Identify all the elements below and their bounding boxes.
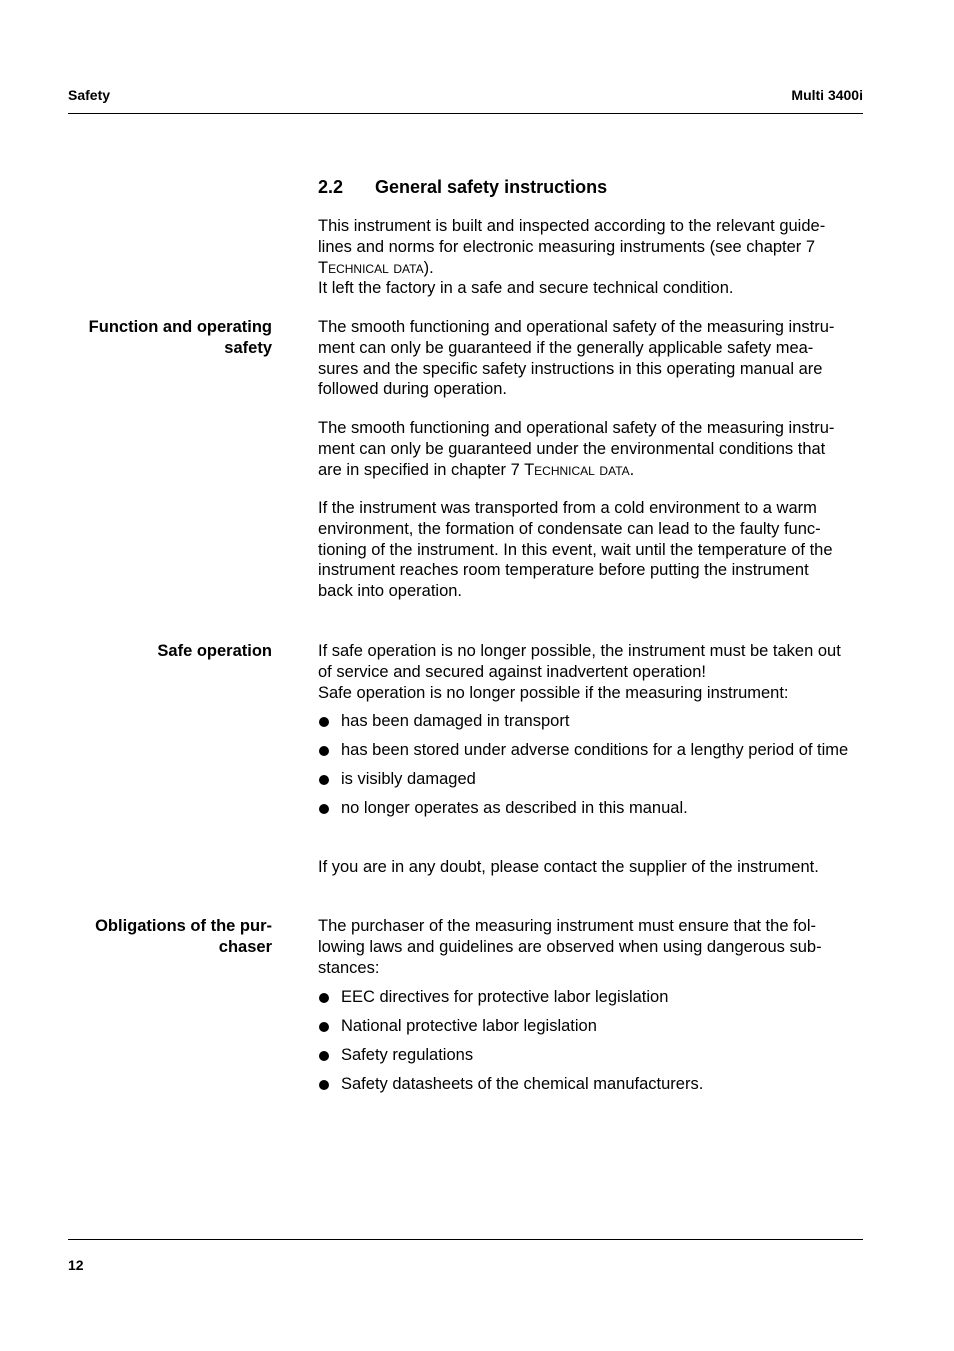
bullet-icon bbox=[319, 1080, 329, 1090]
intro-paragraph bbox=[318, 216, 866, 299]
intro-line: lines and norms for electronic measuring instruments (see chapter 7 bbox=[318, 237, 816, 256]
list-item: EEC directives for protective labor legislation bbox=[318, 987, 866, 1008]
function-safety-paragraph-2: The smooth functioning and operational safety of the measuring instru- ment can only be guaranteed under the environmental conditions that are in specified in chapter 7 Technical data. bbox=[318, 419, 835, 479]
running-header-section: Safety bbox=[68, 87, 111, 103]
bullet-icon bbox=[319, 746, 329, 756]
obligations-intro: The purchaser of the measuring instrument must ensure that the fol- lowing laws and guidelines are observed when using dangerous sub- stances: bbox=[318, 917, 822, 977]
list-item: has been stored under adverse conditions for a lengthy period of time bbox=[318, 740, 866, 761]
section-number: 2.2 bbox=[318, 177, 344, 197]
obligations-bullet-list bbox=[318, 987, 866, 1103]
intro-line: Technical data). bbox=[318, 258, 434, 277]
page-number: 12 bbox=[68, 1257, 84, 1273]
bullet-icon bbox=[319, 775, 329, 785]
side-heading-safe-operation: Safe operation bbox=[157, 642, 272, 660]
bullet-icon bbox=[319, 1022, 329, 1032]
bullet-icon bbox=[319, 717, 329, 727]
chapter-reference: Technical data bbox=[524, 460, 630, 479]
bullet-icon bbox=[319, 993, 329, 1003]
intro-line: This instrument is built and inspected according to the relevant guide- bbox=[318, 217, 826, 235]
safe-operation-bullet-list bbox=[318, 711, 866, 827]
intro-line: It left the factory in a safe and secure technical condition. bbox=[318, 279, 734, 298]
chapter-reference: Technical data bbox=[318, 258, 424, 277]
list-item: National protective labor legislation bbox=[318, 1016, 866, 1037]
bullet-icon bbox=[319, 804, 329, 814]
function-safety-paragraph-3: If the instrument was transported from a cold environment to a warm environment, the formation of condensate can lead to the faulty func- tioning of the instrument. In this event, wait until the temperature of the instrument reaches room temperature before putting the instrument back into operation. bbox=[318, 499, 833, 601]
side-heading-function-safety: Function and operating safety bbox=[88, 318, 272, 357]
footer-rule bbox=[68, 1239, 863, 1240]
function-safety-paragraph-1: The smooth functioning and operational safety of the measuring instru- ment can only be guaranteed if the generally applicable safety mea- sures and the specific safety instructions in this operating manual are followed during operation. bbox=[318, 318, 835, 399]
side-heading-obligations: Obligations of the pur- chaser bbox=[95, 917, 272, 956]
section-heading bbox=[318, 177, 607, 198]
list-item: Safety datasheets of the chemical manufacturers. bbox=[318, 1074, 866, 1095]
list-item: no longer operates as described in this manual. bbox=[318, 798, 866, 819]
safe-operation-intro: If safe operation is no longer possible, the instrument must be taken out of service and secured against inadvertent operation! Safe operation is no longer possible if the measuring instrument: bbox=[318, 642, 841, 702]
safe-operation-closing: If you are in any doubt, please contact the supplier of the instrument. bbox=[318, 858, 819, 876]
bullet-icon bbox=[319, 1051, 329, 1061]
running-header-product: Multi 3400i bbox=[791, 87, 863, 103]
list-item: Safety regulations bbox=[318, 1045, 866, 1066]
list-item: has been damaged in transport bbox=[318, 711, 866, 732]
section-title: General safety instructions bbox=[375, 177, 608, 197]
list-item: is visibly damaged bbox=[318, 769, 866, 790]
header-rule bbox=[68, 113, 863, 114]
